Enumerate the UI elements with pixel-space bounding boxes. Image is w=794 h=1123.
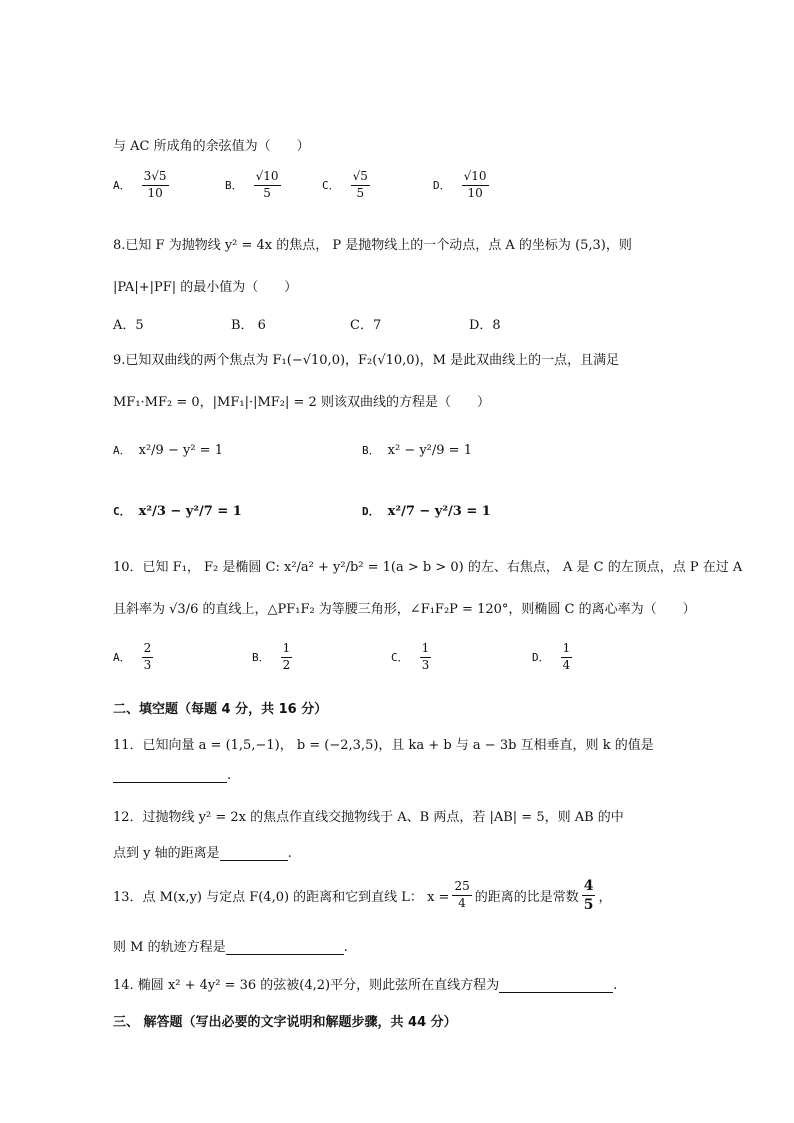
option-label: C． — [391, 651, 409, 665]
q12-answer-blank[interactable] — [220, 846, 288, 861]
section-3-heading: 三、 解答题（写出必要的文字说明和解题步骤，共 44 分） — [113, 1015, 457, 1030]
option-denominator: 5 — [263, 185, 271, 200]
option-numerator: 1 — [281, 642, 293, 658]
option-numerator: 2 — [142, 642, 154, 658]
q10-line-2: 且斜率为 √3/6 的直线上，△PF₁F₂ 为等腰三角形，∠F₁F₂P = 120°，则椭圆 C 的离心率为（ ） — [113, 602, 696, 617]
q10-option-d — [532, 642, 575, 673]
option-denominator: 2 — [282, 657, 291, 672]
q13-line-x-numerator: 25 — [452, 880, 471, 896]
option-label: C． — [322, 179, 340, 193]
option-denominator: 10 — [467, 185, 483, 200]
option-label: B． — [225, 179, 243, 193]
option-numerator: √10 — [254, 170, 281, 186]
q8-line-1: 8.已知 F 为抛物线 y² = 4x 的焦点， P 是抛物线上的一个动点，点 A 的坐标为 (5,3)，则 — [113, 238, 632, 253]
option-numerator: √5 — [351, 170, 370, 186]
option-label: D． — [362, 505, 380, 518]
q10-line-1: 10．已知 F₁， F₂ 是椭圆 C: x²/a² + y²/b² = 1(a > b > 0) 的左、右焦点， A 是 C 的左顶点，点 P 在过 A — [113, 560, 743, 575]
option-numerator: 1 — [420, 642, 432, 658]
q9-option-c — [113, 503, 242, 519]
q7-option-d — [433, 170, 492, 201]
option-label: B． — [252, 651, 270, 665]
q14-line-1 — [113, 974, 617, 993]
option-expression: x²/7 − y²/3 = 1 — [387, 503, 491, 519]
q9-line-2: MF₁·MF₂ = 0，|MF₁|·|MF₂| = 2 则该双曲线的方程是（ ） — [113, 395, 490, 410]
q10-option-a — [113, 642, 156, 673]
option-denominator: 3 — [143, 657, 152, 672]
q10-option-c — [391, 642, 434, 673]
q9-line-1: 9.已知双曲线的两个焦点为 F₁(−√10,0)，F₂(√10,0)，M 是此双曲线上的一点，且满足 — [113, 353, 620, 368]
option-label: A． — [113, 179, 131, 193]
q8-option-d: D．8 — [469, 318, 501, 333]
option-expression: x²/3 − y²/7 = 1 — [138, 503, 242, 519]
q14-line-1-text: 14. 椭圆 x² + 4y² = 36 的弦被(4,2)平分，则此弦所在直线方程为 — [113, 978, 500, 993]
option-label: C． — [113, 505, 131, 518]
q14-period: . — [613, 978, 618, 993]
q12-period: . — [287, 846, 292, 861]
q8-line-2: |PA|+|PF| 的最小值为（ ） — [113, 280, 298, 295]
option-label: B． — [362, 444, 380, 457]
q7-stem: 与 AC 所成角的余弦值为（ ） — [113, 139, 310, 154]
q11-answer-blank[interactable] — [113, 768, 227, 783]
q12-line-1: 12．过抛物线 y² = 2x 的焦点作直线交抛物线于 A、B 两点，若 |AB| = 5，则 AB 的中 — [113, 810, 624, 825]
q13-constant-numerator: 4 — [582, 878, 596, 896]
q11-line-1: 11．已知向量 a = (1,5,−1)， b = (−2,3,5)，且 ka + b 与 a − 3b 互相垂直，则 k 的值是 — [113, 738, 654, 753]
option-label: D． — [532, 651, 550, 665]
q13-line-x-denominator: 4 — [458, 896, 466, 911]
q8-option-a: A．5 — [113, 318, 144, 333]
q13-line-1 — [113, 878, 612, 913]
q9-option-a — [113, 442, 223, 458]
option-denominator: 3 — [421, 657, 430, 672]
option-denominator: 10 — [147, 185, 163, 200]
section-2-heading: 二、填空题（每题 4 分，共 16 分） — [113, 702, 328, 717]
option-denominator: 5 — [356, 185, 365, 200]
q14-answer-blank[interactable] — [499, 978, 613, 993]
q13-line-2-text: 则 M 的轨迹方程是 — [113, 940, 226, 955]
q12-line-2-text: 点到 y 轴的距离是 — [113, 846, 220, 861]
q9-option-d — [362, 503, 491, 519]
q13-period: . — [343, 940, 348, 955]
q13-text-b: 的距离的比是常数 — [474, 890, 579, 906]
q8-option-c: C．7 — [350, 318, 382, 333]
q13-line-2 — [113, 936, 348, 955]
q13-text-end: ， — [598, 890, 612, 906]
q11-period: . — [227, 768, 232, 783]
q9-option-b — [362, 442, 472, 458]
option-label: A． — [113, 651, 131, 665]
option-numerator: √10 — [462, 170, 489, 186]
q13-text-a: 13．点 M(x,y) 与定点 F(4,0) 的距离和它到直线 L： x = — [113, 890, 450, 906]
option-label: D． — [433, 179, 451, 193]
q13-answer-blank[interactable] — [226, 940, 344, 955]
option-numerator: 1 — [561, 642, 573, 658]
q10-option-b — [252, 642, 295, 673]
q7-option-c — [322, 170, 373, 201]
q13-constant-denominator: 5 — [583, 897, 594, 914]
option-expression: x² − y²/9 = 1 — [387, 442, 472, 458]
option-denominator: 4 — [562, 657, 571, 672]
q7-option-a — [113, 170, 172, 201]
q7-option-b — [225, 170, 284, 201]
option-label: A． — [113, 444, 131, 457]
option-expression: x²/9 − y² = 1 — [138, 442, 223, 458]
q11-answer-line — [113, 768, 231, 783]
q12-line-2 — [113, 842, 292, 861]
q8-option-b: B． 6 — [231, 318, 266, 333]
option-numerator: 3√5 — [142, 170, 169, 186]
